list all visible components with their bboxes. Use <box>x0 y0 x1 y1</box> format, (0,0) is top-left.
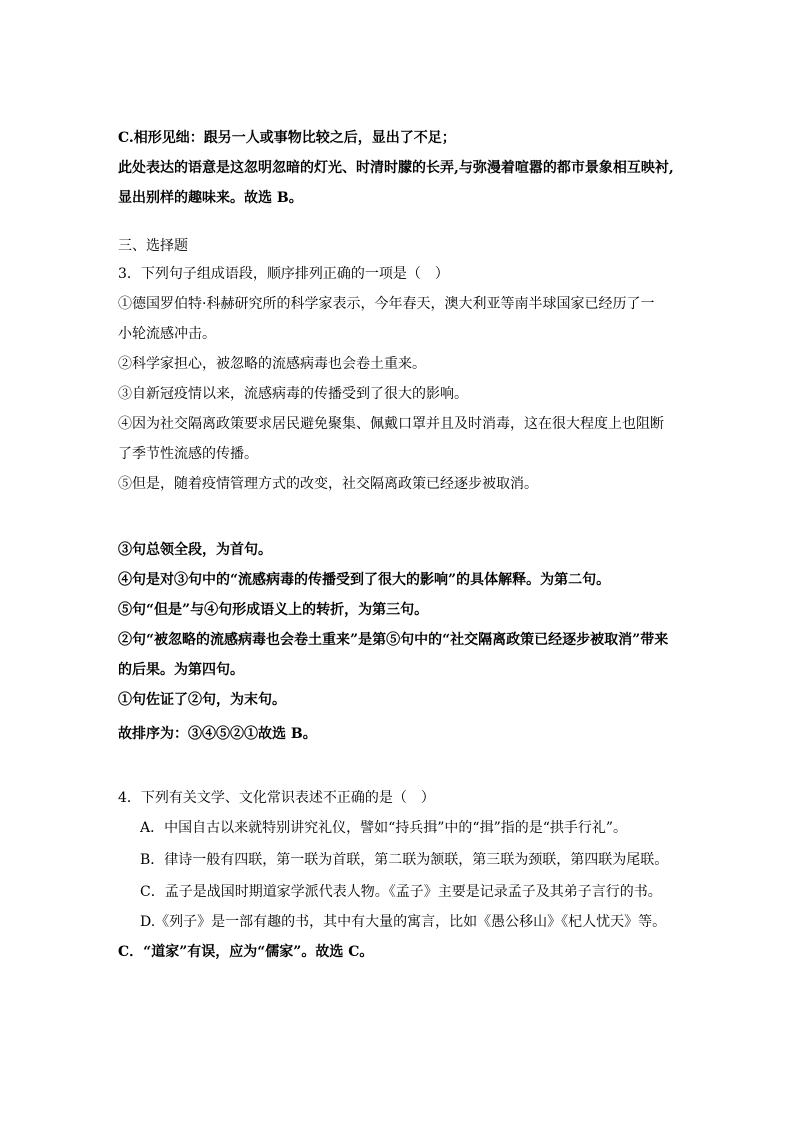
q3-analysis-7: 故排序为：③④⑤②①故选 B。 <box>118 726 317 742</box>
q4-answer: C．“道家”有误，应为“儒家”。故选 C。 <box>118 944 374 960</box>
q3-sentence-4b: 了季节性流感的传播。 <box>118 446 258 462</box>
q3-sentence-2: ②科学家担心，被忽略的流感病毒也会卷土重来。 <box>118 356 426 372</box>
q3-sentence-1b: 小轮流感冲击。 <box>118 326 216 342</box>
section-heading: 三、选择题 <box>118 238 188 254</box>
q4-option-c: C．孟子是战国时期道家学派代表人物。《孟子》主要是记录孟子及其弟子言行的书。 <box>140 884 662 900</box>
section1-line1: C.相形见绌：跟另一人或事物比较之后，显出了不足； <box>118 130 456 146</box>
q3-sentence-1a: ①德国罗伯特·科赫研究所的科学家表示，今年春天，澳大利亚等南半球国家已经历了一 <box>118 296 655 312</box>
q3-sentence-3: ③自新冠疫情以来，流感病毒的传播受到了很大的影响。 <box>118 386 468 402</box>
q4-stem: 4．下列有关文学、文化常识表述不正确的是（ ） <box>118 790 435 806</box>
q3-stem: 3．下列句子组成语段，顺序排列正确的一项是（ ） <box>118 266 449 282</box>
q4-option-a: A．中国自古以来就特别讲究礼仪，譬如“持兵揖”中的“揖”指的是“拱手行礼”。 <box>140 820 628 836</box>
q4-option-d: D.《列子》是一部有趣的书，其中有大量的寓言，比如《愚公移山》《杞人忧天》等。 <box>140 914 667 930</box>
q3-analysis-4: ②句“被忽略的流感病毒也会卷土重来”是第⑤句中的“社交隔离政策已经逐步被取消”带来 <box>118 632 669 648</box>
q4-option-b: B．律诗一般有四联，第一联为首联，第二联为颔联，第三联为颈联，第四联为尾联。 <box>140 852 669 868</box>
section1-line3: 显出别样的趣味来。故选 B。 <box>118 190 303 206</box>
q3-sentence-5: ⑤但是，随着疫情管理方式的改变，社交隔离政策已经逐步被取消。 <box>118 476 538 492</box>
q3-analysis-6: ①句佐证了②句，为末句。 <box>118 692 286 708</box>
q3-analysis-2: ④句是对③句中的“流感病毒的传播受到了很大的影响”的具体解释。为第二句。 <box>118 572 611 588</box>
q3-analysis-5: 的后果。为第四句。 <box>118 662 244 678</box>
section1-line2: 此处表达的语意是这忽明忽暗的灯光、时清时朦的长弄,与弥漫着喧嚣的都市景象相互映衬, <box>118 160 674 176</box>
q3-analysis-3: ⑤句“但是”与④句形成语义上的转折，为第三句。 <box>118 602 429 618</box>
q3-analysis-1: ③句总领全段，为首句。 <box>118 542 272 558</box>
q3-sentence-4a: ④因为社交隔离政策要求居民避免聚集、佩戴口罩并且及时消毒，这在很大程度上也阻断 <box>118 416 664 432</box>
